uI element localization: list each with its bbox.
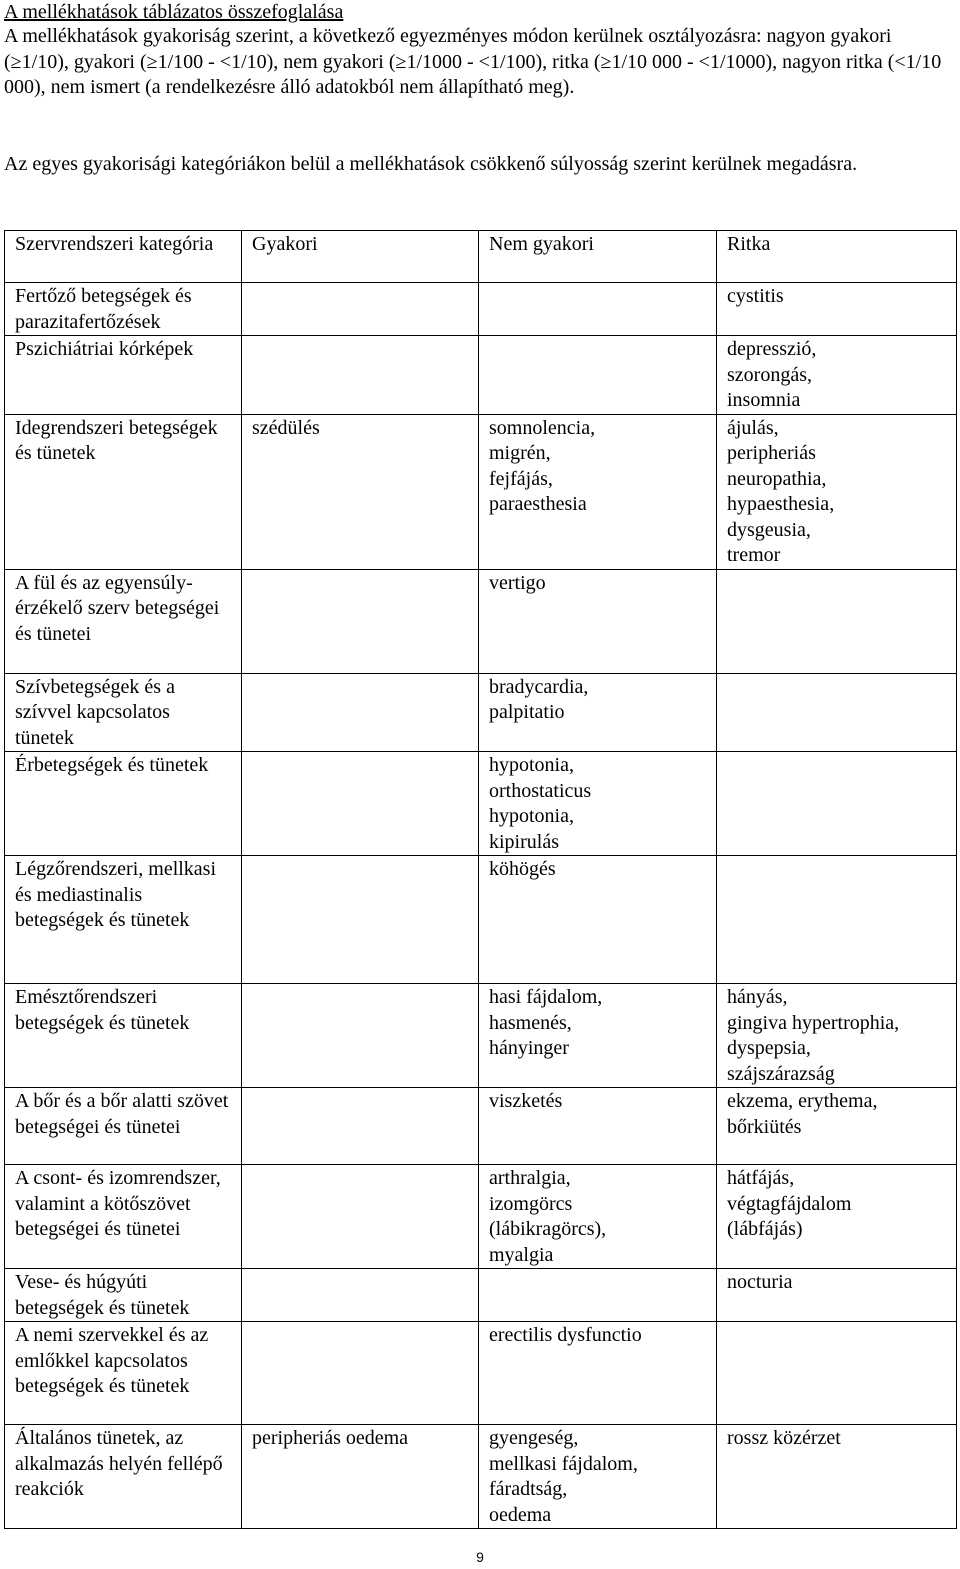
table-row	[5, 1322, 957, 1425]
uncommon-cell	[479, 283, 717, 336]
organ-class-cell: A bőr és a bőr alatti szövet betegségei és tünetei	[5, 1088, 242, 1165]
table-row	[5, 984, 957, 1088]
common-cell: peripheriás oedema	[242, 1425, 479, 1529]
common-cell: szédülés	[242, 414, 479, 569]
table-row	[5, 856, 957, 984]
organ-class-cell: A nemi szervekkel és az emlőkkel kapcsolatos betegségek és tünetek	[5, 1322, 242, 1425]
header-organ-class: Szervrendszeri kategória	[5, 231, 242, 283]
header-common: Gyakori	[242, 231, 479, 283]
header-uncommon: Nem gyakori	[479, 231, 717, 283]
table-row	[5, 673, 957, 752]
rare-cell: nocturia	[717, 1269, 957, 1322]
organ-class-cell: Fertőző betegségek és parazitafertőzések	[5, 283, 242, 336]
organ-class-cell: Érbetegségek és tünetek	[5, 752, 242, 856]
frequency-definition-paragraph: A mellékhatások gyakoriság szerint, a következő egyezményes módon kerülnek osztályozásra: nagyon gyakori (≥1/10), gyakori (≥1/100 - <1/10), nem gyakori (≥1/1000 - <1/100), ritka (≥1/10 000 - <1/1000), nagyon ritka (<1/10 000), nem ismert (a rendelkezésre álló adatokból nem állapítható meg).	[4, 25, 942, 98]
common-cell	[242, 752, 479, 856]
common-cell	[242, 336, 479, 415]
uncommon-cell: somnolencia, migrén, fejfájás, paraesthesia	[479, 414, 717, 569]
rare-cell: ekzema, erythema, bőrkiütés	[717, 1088, 957, 1165]
common-cell	[242, 1165, 479, 1269]
table-row	[5, 414, 957, 569]
organ-class-cell: Általános tünetek, az alkalmazás helyén fellépő reakciók	[5, 1425, 242, 1529]
uncommon-cell: arthralgia, izomgörcs (lábikragörcs), myalgia	[479, 1165, 717, 1269]
rare-cell	[717, 856, 957, 984]
section-heading: A mellékhatások táblázatos összefoglalása	[4, 1, 344, 23]
table-row	[5, 1088, 957, 1165]
table-row	[5, 336, 957, 415]
rare-cell	[717, 752, 957, 856]
common-cell	[242, 856, 479, 984]
uncommon-cell	[479, 1269, 717, 1322]
organ-class-cell: Idegrendszeri betegségek és tünetek	[5, 414, 242, 569]
rare-cell: hátfájás, végtagfájdalom (lábfájás)	[717, 1165, 957, 1269]
table-row	[5, 1165, 957, 1269]
organ-class-cell: A fül és az egyensúly-érzékelő szerv betegségei és tünetei	[5, 569, 242, 673]
uncommon-cell: hasi fájdalom, hasmenés, hányinger	[479, 984, 717, 1088]
adverse-reactions-table	[4, 230, 957, 1529]
table-body	[5, 231, 957, 1529]
organ-class-cell: Vese- és húgyúti betegségek és tünetek	[5, 1269, 242, 1322]
table-header-row	[5, 231, 957, 283]
rare-cell	[717, 569, 957, 673]
rare-cell	[717, 1322, 957, 1425]
rare-cell	[717, 673, 957, 752]
table-row	[5, 1425, 957, 1529]
rare-cell: hányás, gingiva hypertrophia, dyspepsia, szájszárazság	[717, 984, 957, 1088]
uncommon-cell: hypotonia, orthostaticus hypotonia, kipirulás	[479, 752, 717, 856]
table-row	[5, 569, 957, 673]
uncommon-cell: köhögés	[479, 856, 717, 984]
uncommon-cell: viszketés	[479, 1088, 717, 1165]
table-row	[5, 752, 957, 856]
organ-class-cell: Emésztőrendszeri betegségek és tünetek	[5, 984, 242, 1088]
uncommon-cell: gyengeség, mellkasi fájdalom, fáradtság, oedema	[479, 1425, 717, 1529]
rare-cell: rossz közérzet	[717, 1425, 957, 1529]
uncommon-cell: bradycardia, palpitatio	[479, 673, 717, 752]
common-cell	[242, 283, 479, 336]
common-cell	[242, 1322, 479, 1425]
common-cell	[242, 984, 479, 1088]
common-cell	[242, 673, 479, 752]
common-cell	[242, 1088, 479, 1165]
rare-cell: depresszió, szorongás, insomnia	[717, 336, 957, 415]
header-rare: Ritka	[717, 231, 957, 283]
ordering-note-paragraph: Az egyes gyakorisági kategóriákon belül a mellékhatások csökkenő súlyosság szerint kerülnek megadásra.	[4, 153, 858, 175]
table-row	[5, 1269, 957, 1322]
rare-cell: ájulás, peripheriás neuropathia, hypaesthesia, dysgeusia, tremor	[717, 414, 957, 569]
organ-class-cell: Szívbetegségek és a szívvel kapcsolatos tünetek	[5, 673, 242, 752]
page-number: 9	[476, 1549, 484, 1565]
rare-cell: cystitis	[717, 283, 957, 336]
common-cell	[242, 569, 479, 673]
table-row	[5, 283, 957, 336]
uncommon-cell: vertigo	[479, 569, 717, 673]
uncommon-cell: erectilis dysfunctio	[479, 1322, 717, 1425]
organ-class-cell: Pszichiátriai kórképek	[5, 336, 242, 415]
common-cell	[242, 1269, 479, 1322]
organ-class-cell: Légzőrendszeri, mellkasi és mediastinalis betegségek és tünetek	[5, 856, 242, 984]
organ-class-cell: A csont- és izomrendszer, valamint a kötőszövet betegségei és tünetei	[5, 1165, 242, 1269]
uncommon-cell	[479, 336, 717, 415]
